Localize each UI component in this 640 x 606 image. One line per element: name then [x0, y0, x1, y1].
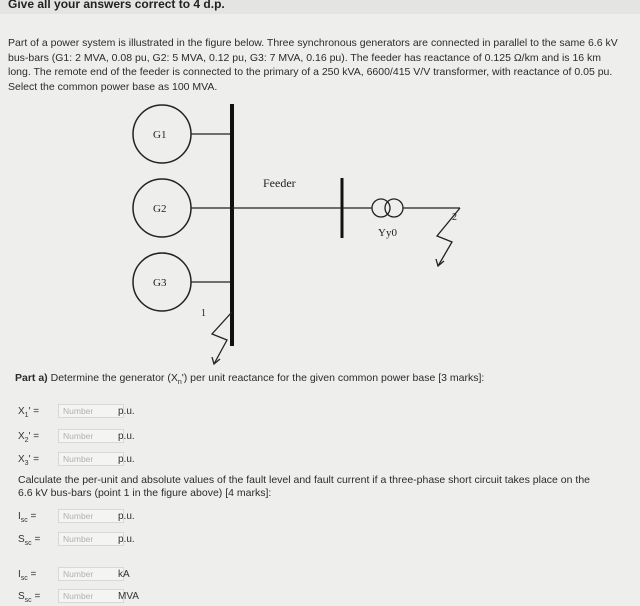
ssc-mva-input[interactable] [58, 589, 124, 603]
ssc-pu-unit: p.u. [118, 534, 135, 545]
x1-unit: p.u. [118, 406, 135, 417]
x1-input[interactable] [58, 404, 124, 418]
point-1-label: 1 [201, 308, 206, 319]
x3-input[interactable] [58, 452, 124, 466]
isc-pu-unit: p.u. [118, 511, 135, 522]
fault-symbol-1 [212, 312, 232, 364]
isc-ka-unit: kA [118, 569, 130, 580]
part-a-prefix: Part a) [15, 372, 48, 384]
part-a-question: Part a) Determine the generator $(X_n')$ per unit reactance for the given common power base [3 marks]: [15, 372, 485, 387]
feeder-label: Feeder [263, 176, 296, 190]
isc-ka-input[interactable] [58, 567, 124, 581]
part-a-text: Determine the generator (X [47, 372, 178, 384]
circuit-figure [100, 96, 500, 366]
transformer-label: Yy0 [378, 227, 397, 239]
generator-g1-label: G1 [153, 129, 167, 141]
transformer-secondary [385, 199, 403, 217]
x2-input[interactable] [58, 429, 124, 443]
x3-unit: p.u. [118, 454, 135, 465]
point-2-label: 2 [452, 212, 457, 223]
problem-statement: Part of a power system is illustrated in the figure below. Three synchronous generators are connected in parallel to the same 6.6 kV bus-bars (G1: 2 MVA, 0.08 pu, G2: 5 MVA, 0.12 pu, G3: 7 MVA, 0.16 pu). The feeder has reactance of 0.125 Ω/km and is 16 km long. The remote end of the feeder is connected to the primary of a 250 kVA, 6600/415 V/V transformer, with reactance of 0.05 pu. Select the common power base as 100 MVA. [8, 37, 618, 93]
part-b-question: Calculate the per-unit and absolute values of the fault level and fault current if a three-phase short circuit takes place on the 6.6 kV bus-bars (point 1 in the figure above) [4 marks]: [18, 474, 591, 499]
generator-g3-label: G3 [153, 277, 167, 289]
x2-unit: p.u. [118, 431, 135, 442]
ssc-pu-input[interactable] [58, 532, 124, 546]
generator-g2-label: G2 [153, 203, 167, 215]
isc-pu-input[interactable] [58, 509, 124, 523]
ssc-mva-unit: MVA [118, 591, 139, 602]
instruction-text: Give all your answers correct to 4 d.p. [8, 0, 225, 11]
